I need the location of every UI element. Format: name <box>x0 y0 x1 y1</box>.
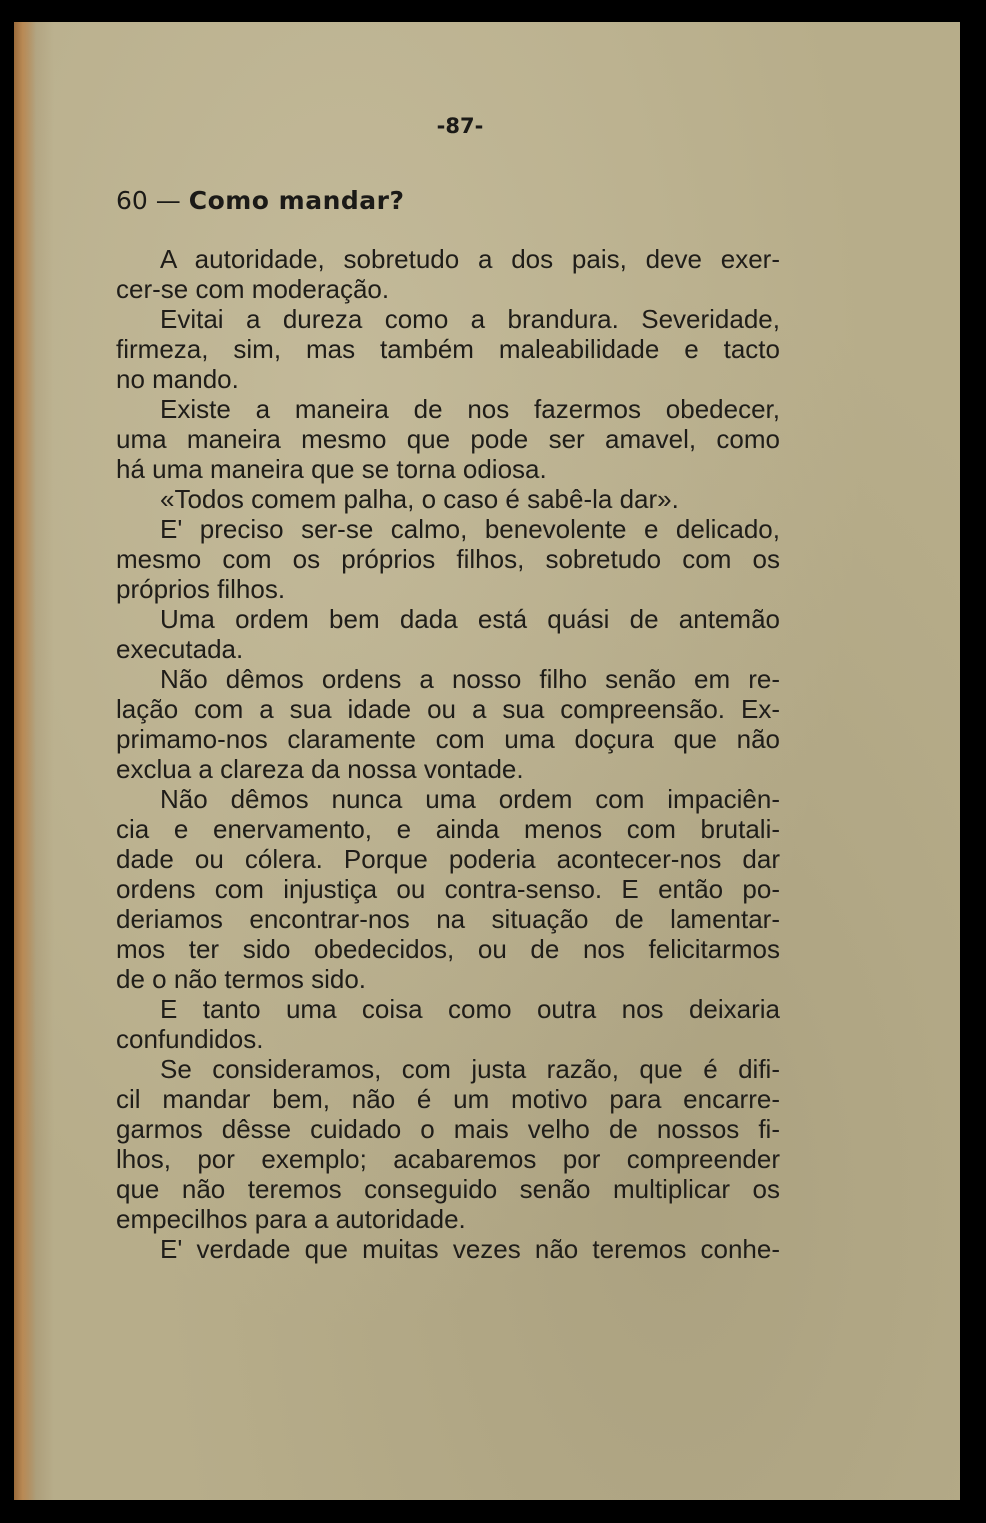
text-line: exclua a clareza da nossa vontade. <box>116 754 524 784</box>
text-line: lhos, por exemplo; acabaremos por compreender <box>116 1144 780 1174</box>
text-line: E' preciso ser-se calmo, benevolente e delicado, <box>160 514 780 544</box>
page-number: -87- <box>436 114 484 138</box>
text-line: E' verdade que muitas vezes não teremos conhe- <box>160 1234 780 1264</box>
text-line: mos ter sido obedecidos, ou de nos felicitarmos <box>116 934 780 964</box>
text-line: próprios filhos. <box>116 574 286 604</box>
text-line: no mando. <box>116 364 239 394</box>
text-line: Não dêmos ordens a nosso filho senão em re- <box>160 664 780 694</box>
text-line: cil mandar bem, não é um motivo para encarre- <box>116 1084 780 1114</box>
text-line: de o não termos sido. <box>116 964 367 994</box>
text-line: firmeza, sim, mas também maleabilidade e tacto <box>116 334 780 364</box>
text-line: empecilhos para a autoridade. <box>116 1204 466 1234</box>
text-line: Uma ordem bem dada está quási de antemão <box>160 604 780 634</box>
text-line: ordens com injustiça ou contra-senso. E então po- <box>116 874 780 904</box>
text-line: há uma maneira que se torna odiosa. <box>116 454 547 484</box>
text-line: mesmo com os próprios filhos, sobretudo com os <box>116 544 780 574</box>
text-line: Evitai a dureza como a brandura. Severidade, <box>160 304 780 334</box>
text-line: Existe a maneira de nos fazermos obedecer, <box>160 394 780 424</box>
text-line: deriamos encontrar-nos na situação de lamentar- <box>116 904 780 934</box>
text-line: cia e enervamento, e ainda menos com brutali- <box>116 814 780 844</box>
text-line: garmos dêsse cuidado o mais velho de nossos fi- <box>116 1114 780 1144</box>
section-heading <box>116 186 404 215</box>
page-spine-edge <box>14 22 36 1500</box>
text-line: «Todos comem palha, o caso é sabê-la dar». <box>160 484 679 514</box>
body-text <box>116 244 780 1264</box>
section-title: Como mandar? <box>188 186 405 215</box>
text-line: dade ou cólera. Porque poderia acontecer-nos dar <box>116 844 780 874</box>
text-line: que não teremos conseguido senão multiplicar os <box>116 1174 780 1204</box>
text-line: A autoridade, sobretudo a dos pais, deve exer- <box>160 244 780 274</box>
text-line: lação com a sua idade ou a sua compreensão. Ex- <box>116 694 780 724</box>
text-line: E tanto uma coisa como outra nos deixaria <box>160 994 780 1024</box>
text-line: confundidos. <box>116 1024 264 1054</box>
text-line: cer-se com moderação. <box>116 274 390 304</box>
text-line: Não dêmos nunca uma ordem com impaciên- <box>160 784 780 814</box>
section-number: 60 — <box>116 186 181 215</box>
text-line: executada. <box>116 634 244 664</box>
text-line: Se consideramos, com justa razão, que é difi- <box>160 1054 780 1084</box>
text-line: uma maneira mesmo que pode ser amavel, como <box>116 424 780 454</box>
text-line: primamo-nos claramente com uma doçura que não <box>116 724 780 754</box>
